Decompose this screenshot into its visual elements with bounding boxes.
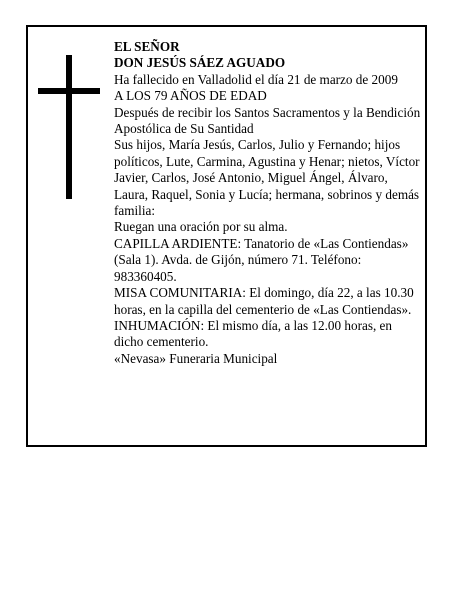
age-statement: A LOS 79 AÑOS DE EDAD	[114, 88, 267, 104]
chapel-info: CAPILLA ARDIENTE: Tanatorio de «Las Contiendas» (Sala 1). Avda. de Gijón, número 71. Teléfono: 983360405.	[114, 235, 409, 284]
sacraments-statement: Después de recibir los Santos Sacramentos y la Bendición Apostólica de Su Santidad	[114, 104, 421, 137]
family-list: Sus hijos, María Jesús, Carlos, Julio y Fernando; hijos políticos, Lute, Carmina, Agustina y Henar; nietos, Víctor Javier, Carlos, José Antonio, Miguel Ángel, Álvaro, Laura, Raquel, Sonia y Lucía; hermana, sobrinos y demás familia:	[114, 137, 420, 219]
funeral-home: «Nevasa» Funeraria Municipal	[114, 350, 278, 366]
cross-vertical-bar	[66, 55, 72, 199]
obituary-card	[26, 25, 427, 447]
death-statement: Ha fallecido en Valladolid el día 21 de marzo de 2009	[114, 71, 398, 87]
title-line-1: EL SEÑOR	[114, 39, 180, 54]
cross-icon	[38, 55, 100, 199]
burial-info: INHUMACIÓN: El mismo día, a las 12.00 horas, en dicho cementerio.	[114, 317, 392, 350]
deceased-name: DON JESÚS SÁEZ AGUADO	[114, 55, 286, 71]
cross-horizontal-bar	[38, 88, 100, 94]
prayer-request: Ruegan una oración por su alma.	[114, 219, 288, 235]
obituary-text	[114, 39, 424, 367]
mass-info: MISA COMUNITARIA: El domingo, día 22, a las 10.30 horas, en la capilla del cementerio de «Las Contiendas».	[114, 285, 414, 317]
